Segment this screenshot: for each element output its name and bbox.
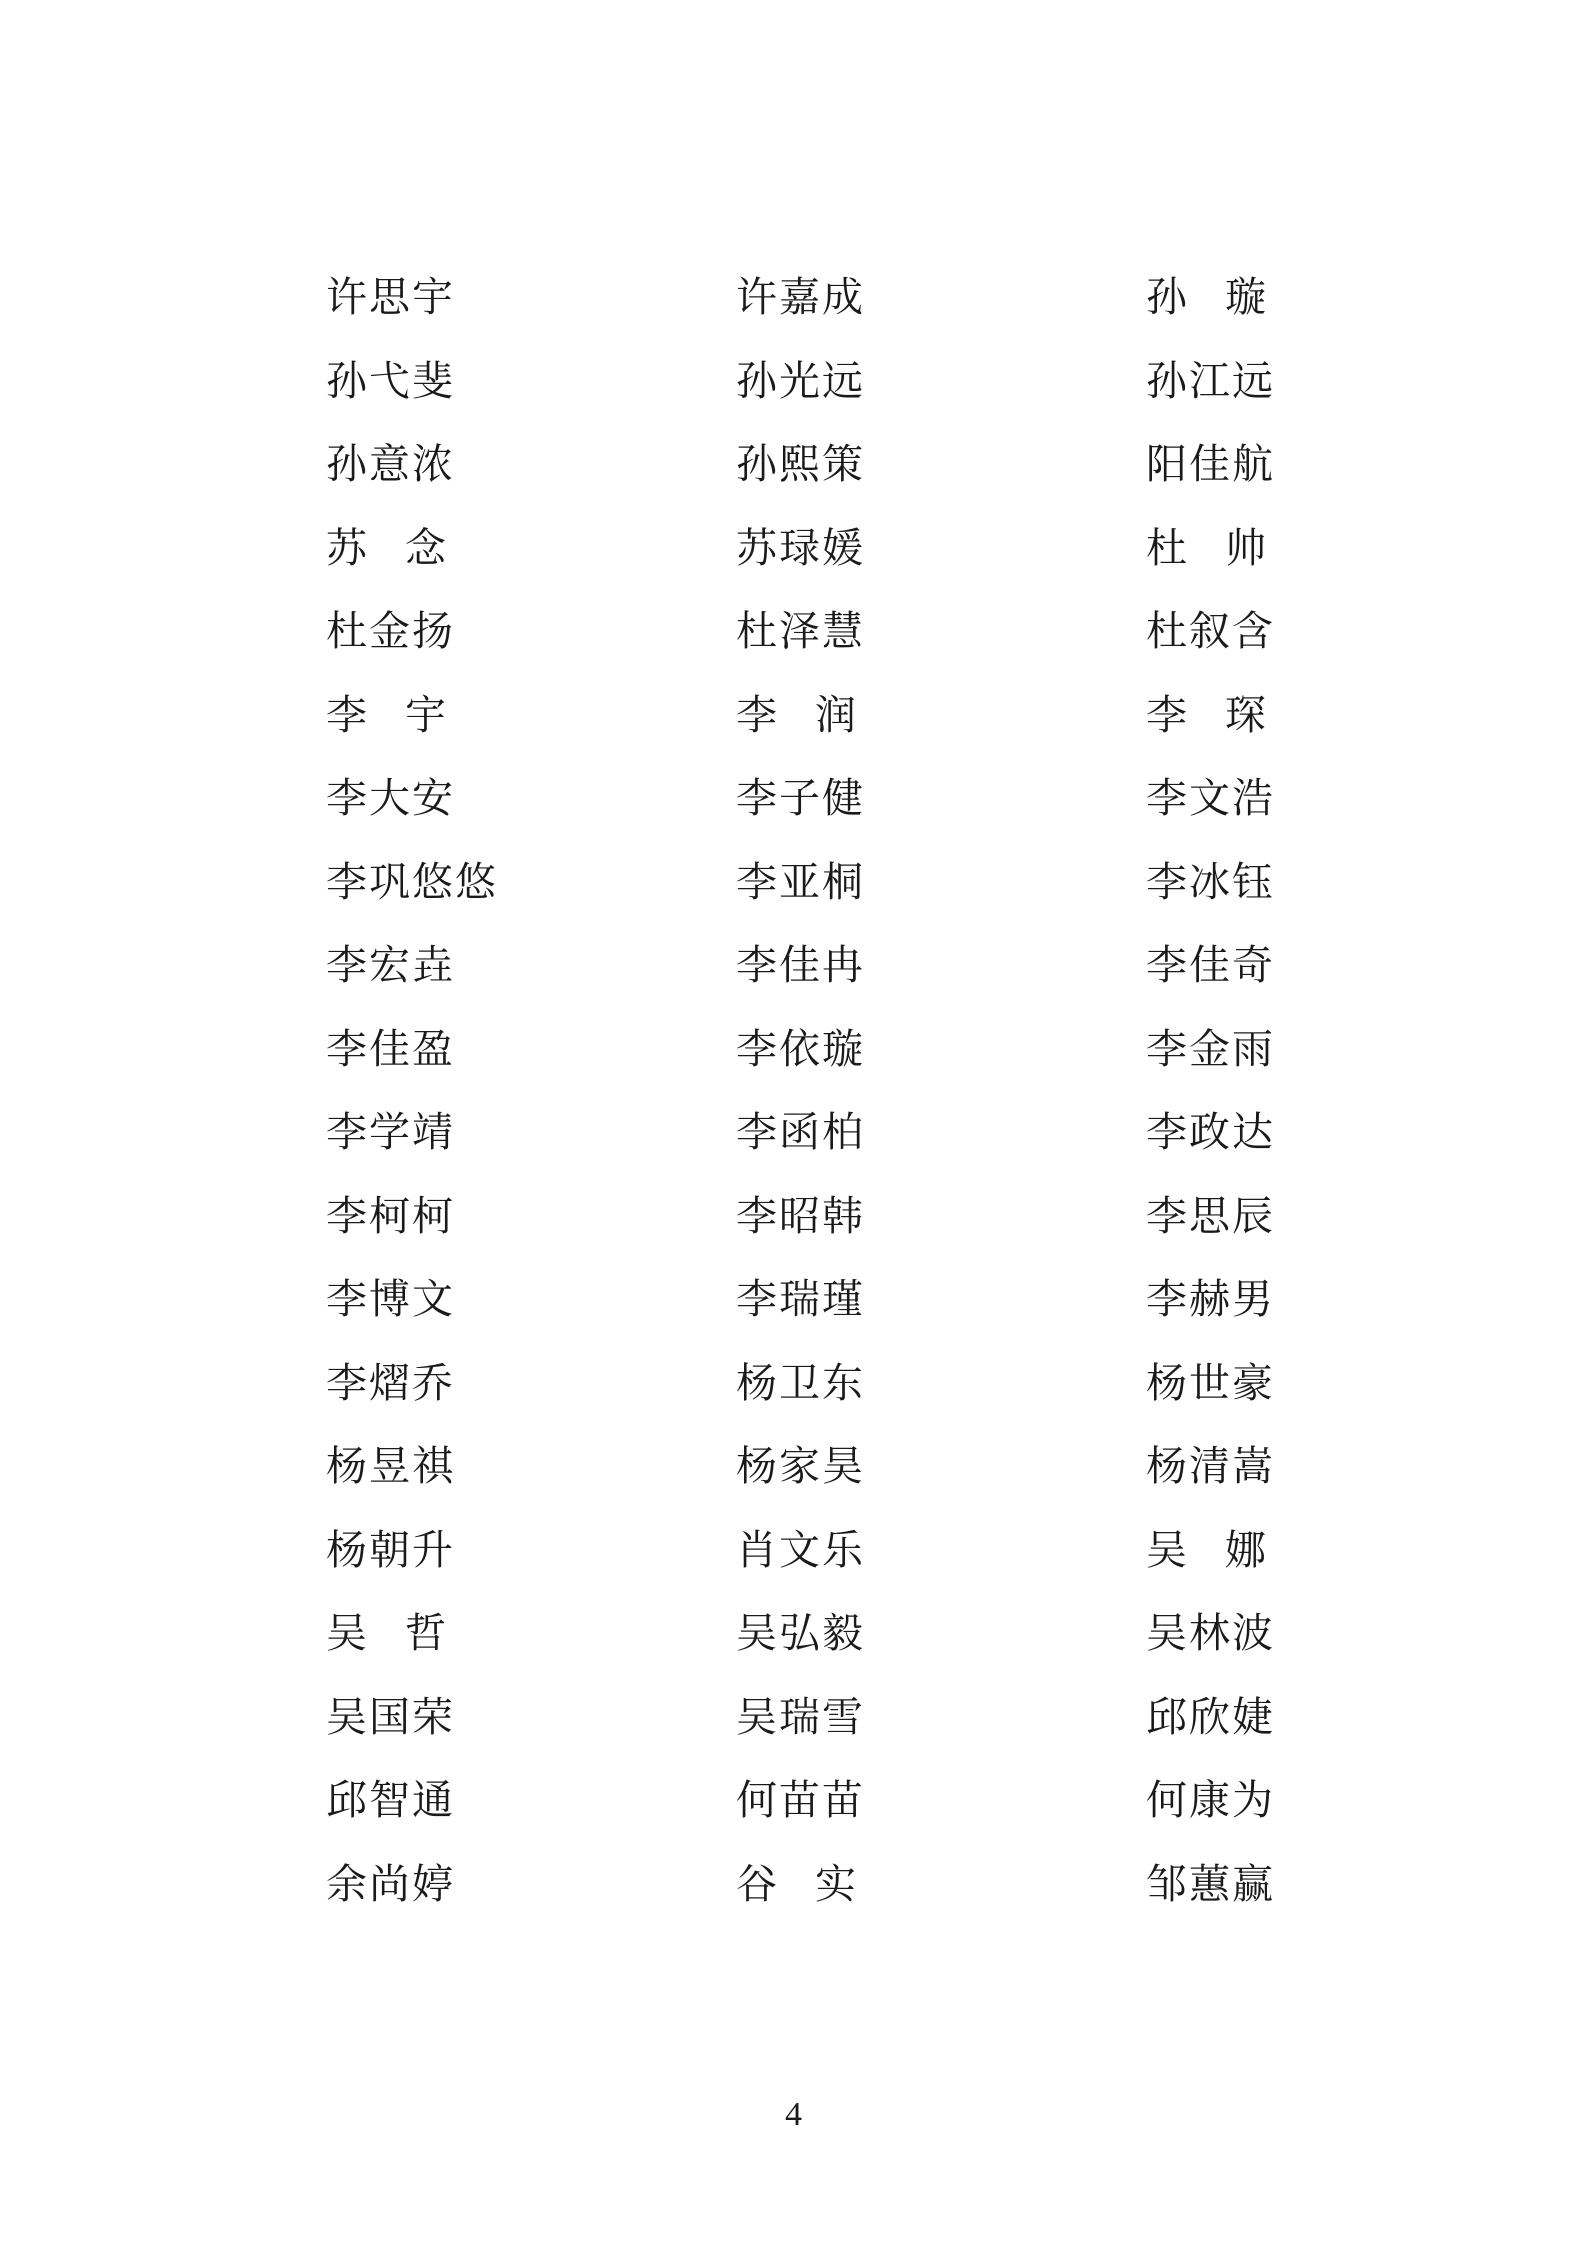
- name-char: 娜: [1225, 1525, 1268, 1574]
- name-entry: [326, 1608, 448, 1658]
- name-entry: 许嘉成: [736, 273, 865, 321]
- name-entry: 李亚桐: [736, 857, 865, 906]
- page-number: 4: [785, 2096, 802, 2133]
- name-entry: [1146, 690, 1268, 740]
- name-entry: 李瑞瑾: [736, 1275, 865, 1323]
- name-char: 李: [326, 690, 369, 739]
- name-entry: 杨昱祺: [326, 1442, 455, 1490]
- name-entry: 吴国荣: [326, 1692, 455, 1741]
- name-entry: [1146, 1525, 1268, 1575]
- name-entry: 孙意浓: [326, 440, 455, 488]
- name-entry: 李依璇: [736, 1024, 865, 1073]
- name-entry: 李佳冉: [736, 941, 865, 989]
- name-entry: 杨卫东: [736, 1358, 865, 1407]
- name-char: 宇: [405, 690, 448, 739]
- name-entry: 何苗苗: [736, 1776, 865, 1824]
- name-entry: 邱欣婕: [1146, 1692, 1275, 1741]
- name-entry: 李学靖: [326, 1108, 455, 1156]
- name-entry: 孙弋斐: [326, 356, 455, 405]
- name-entry: 吴弘毅: [736, 1609, 865, 1657]
- name-entry: [326, 523, 448, 573]
- name-char: 润: [815, 690, 858, 739]
- name-entry: 孙江远: [1146, 356, 1275, 405]
- name-char: 孙: [1146, 273, 1189, 321]
- name-entry: 李巩悠悠: [326, 857, 498, 906]
- name-char: 李: [736, 690, 779, 739]
- name-char: 璇: [1225, 273, 1268, 321]
- name-entry: 孙熙策: [736, 440, 865, 488]
- name-list: [326, 272, 1286, 1942]
- name-entry: 何康为: [1146, 1776, 1275, 1824]
- name-char: 琛: [1225, 690, 1268, 739]
- name-entry: [736, 1859, 858, 1909]
- name-entry: 李子健: [736, 774, 865, 822]
- name-entry: [1146, 523, 1268, 573]
- name-entry: 杨家昊: [736, 1442, 865, 1490]
- name-char: 帅: [1225, 523, 1268, 572]
- name-char: 吴: [1146, 1525, 1189, 1574]
- name-entry: 余尚婷: [326, 1859, 455, 1908]
- name-entry: 杨世豪: [1146, 1358, 1275, 1407]
- name-entry: 李宏垚: [326, 941, 455, 989]
- name-entry: 苏琭媛: [736, 523, 865, 572]
- name-entry: 邹蕙赢: [1146, 1859, 1275, 1908]
- name-entry: 李思辰: [1146, 1191, 1275, 1240]
- name-char: 哲: [405, 1609, 448, 1657]
- name-entry: 吴林波: [1146, 1609, 1275, 1657]
- name-entry: 李佳盈: [326, 1024, 455, 1073]
- name-char: 李: [1146, 690, 1189, 739]
- name-char: 杜: [1146, 523, 1189, 572]
- name-char: 吴: [326, 1609, 369, 1657]
- name-entry: 杨朝升: [326, 1525, 455, 1574]
- name-entry: 杜泽慧: [736, 607, 865, 655]
- name-entry: 李函柏: [736, 1108, 865, 1156]
- name-entry: 杜金扬: [326, 607, 455, 655]
- name-entry: 李冰钰: [1146, 857, 1275, 906]
- name-entry: 李大安: [326, 774, 455, 822]
- name-entry: 李博文: [326, 1275, 455, 1323]
- name-entry: 杨清嵩: [1146, 1442, 1275, 1490]
- name-entry: 李赫男: [1146, 1275, 1275, 1323]
- name-entry: 李昭韩: [736, 1191, 865, 1240]
- name-char: 念: [405, 523, 448, 572]
- name-entry: [326, 690, 448, 740]
- name-entry: 邱智通: [326, 1776, 455, 1824]
- name-char: 苏: [326, 523, 369, 572]
- name-entry: 吴瑞雪: [736, 1692, 865, 1741]
- name-entry: 孙光远: [736, 356, 865, 405]
- name-entry: 李熠乔: [326, 1358, 455, 1407]
- name-entry: 杜叙含: [1146, 607, 1275, 655]
- name-entry: 李柯柯: [326, 1191, 455, 1240]
- name-entry: 许思宇: [326, 273, 455, 321]
- name-char: 谷: [736, 1859, 779, 1908]
- name-entry: 李金雨: [1146, 1024, 1275, 1073]
- name-entry: 李佳奇: [1146, 941, 1275, 989]
- name-entry: 阳佳航: [1146, 440, 1275, 488]
- name-entry: 李政达: [1146, 1108, 1275, 1156]
- name-entry: [736, 690, 858, 740]
- name-entry: 肖文乐: [736, 1525, 865, 1574]
- name-entry: [1146, 272, 1268, 322]
- name-char: 实: [815, 1859, 858, 1908]
- name-entry: 李文浩: [1146, 774, 1275, 822]
